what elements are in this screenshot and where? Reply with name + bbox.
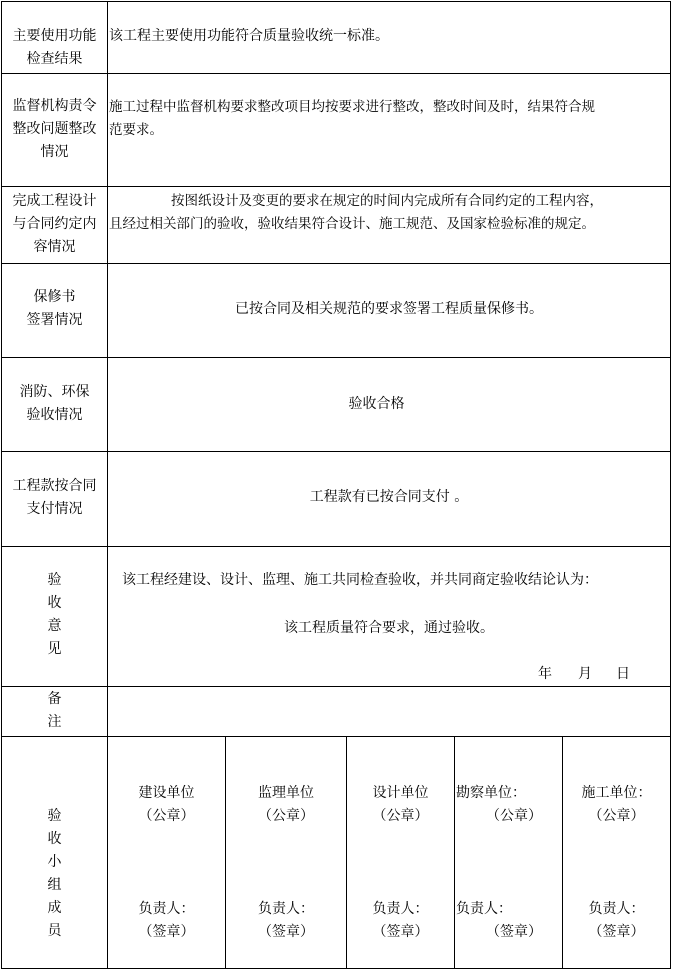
row-label-warranty: 保修书 签署情况: [26, 289, 83, 328]
members-label: 验 收 小 组 成 员: [47, 808, 62, 939]
row-divider: [1, 686, 671, 687]
row-content-supervision-rectification: 施工过程中监督机构要求整改项目均按要求进行整改，整改时间及时，结果符合规 范要求。: [109, 99, 595, 138]
row-divider: [1, 73, 671, 74]
opinion-label: 验 收 意 见: [47, 572, 62, 657]
row-label-fire-env: 消防、环保 验收情况: [19, 384, 90, 423]
row-content-function-check: 该工程主要使用功能符合质量验收统一标准。: [109, 28, 389, 44]
row-divider: [1, 546, 671, 547]
opinion-text-line1: 该工程经建设、设计、监理、施工共同检查验收，并共同商定验收结论认为：: [122, 572, 598, 588]
table-border-top: [1, 1, 671, 2]
row-content-payment: 工程款有已按合同支付 。: [309, 489, 469, 505]
remarks-label: 备 注: [47, 691, 62, 730]
unit-construction: 建设单位 （公章） 负责人： （签章）: [138, 785, 195, 940]
opinion-text-line2: 该工程质量符合要求，通过验收。: [284, 620, 494, 636]
row-divider: [1, 263, 671, 264]
row-content-design-contract: 按图纸设计及变更的要求在规定的时间内完成所有合同约定的工程内容， 且经过相关部门的验收，验收结果符合设计、施工规范、及国家检验标准的规定。: [109, 193, 603, 232]
row-divider: [1, 736, 671, 737]
unit-design: 设计单位 （公章） 负责人： （签章）: [372, 785, 429, 940]
row-label-design-contract: 完成工程设计 与合同约定内 容情况: [12, 193, 97, 255]
unit-column-divider: [454, 736, 455, 969]
unit-supervision: 监理单位 （公章） 负责人： （签章）: [258, 785, 314, 940]
opinion-date-day: 日: [616, 666, 630, 682]
table-border-right: [670, 1, 671, 969]
row-label-payment: 工程款按合同 支付情况: [12, 478, 97, 517]
opinion-date-month: 月: [578, 666, 592, 682]
table-border-bottom: [1, 968, 671, 969]
row-divider: [1, 451, 671, 452]
row-label-function-check: 主要使用功能 检查结果: [12, 28, 97, 67]
unit-contractor: 施工单位： （公章） 负责人： （签章）: [581, 785, 652, 940]
row-content-warranty: 已按合同及相关规范的要求签署工程质量保修书。: [235, 301, 543, 317]
row-divider: [1, 186, 671, 187]
unit-survey: 勘察单位： （公章） 负责人： （签章）: [456, 785, 542, 940]
opinion-date-year: 年: [538, 666, 552, 682]
row-divider: [1, 357, 671, 358]
row-label-supervision-rectification: 监督机构责令 整改问题整改 情况: [12, 98, 97, 160]
row-content-fire-env: 验收合格: [348, 396, 405, 412]
